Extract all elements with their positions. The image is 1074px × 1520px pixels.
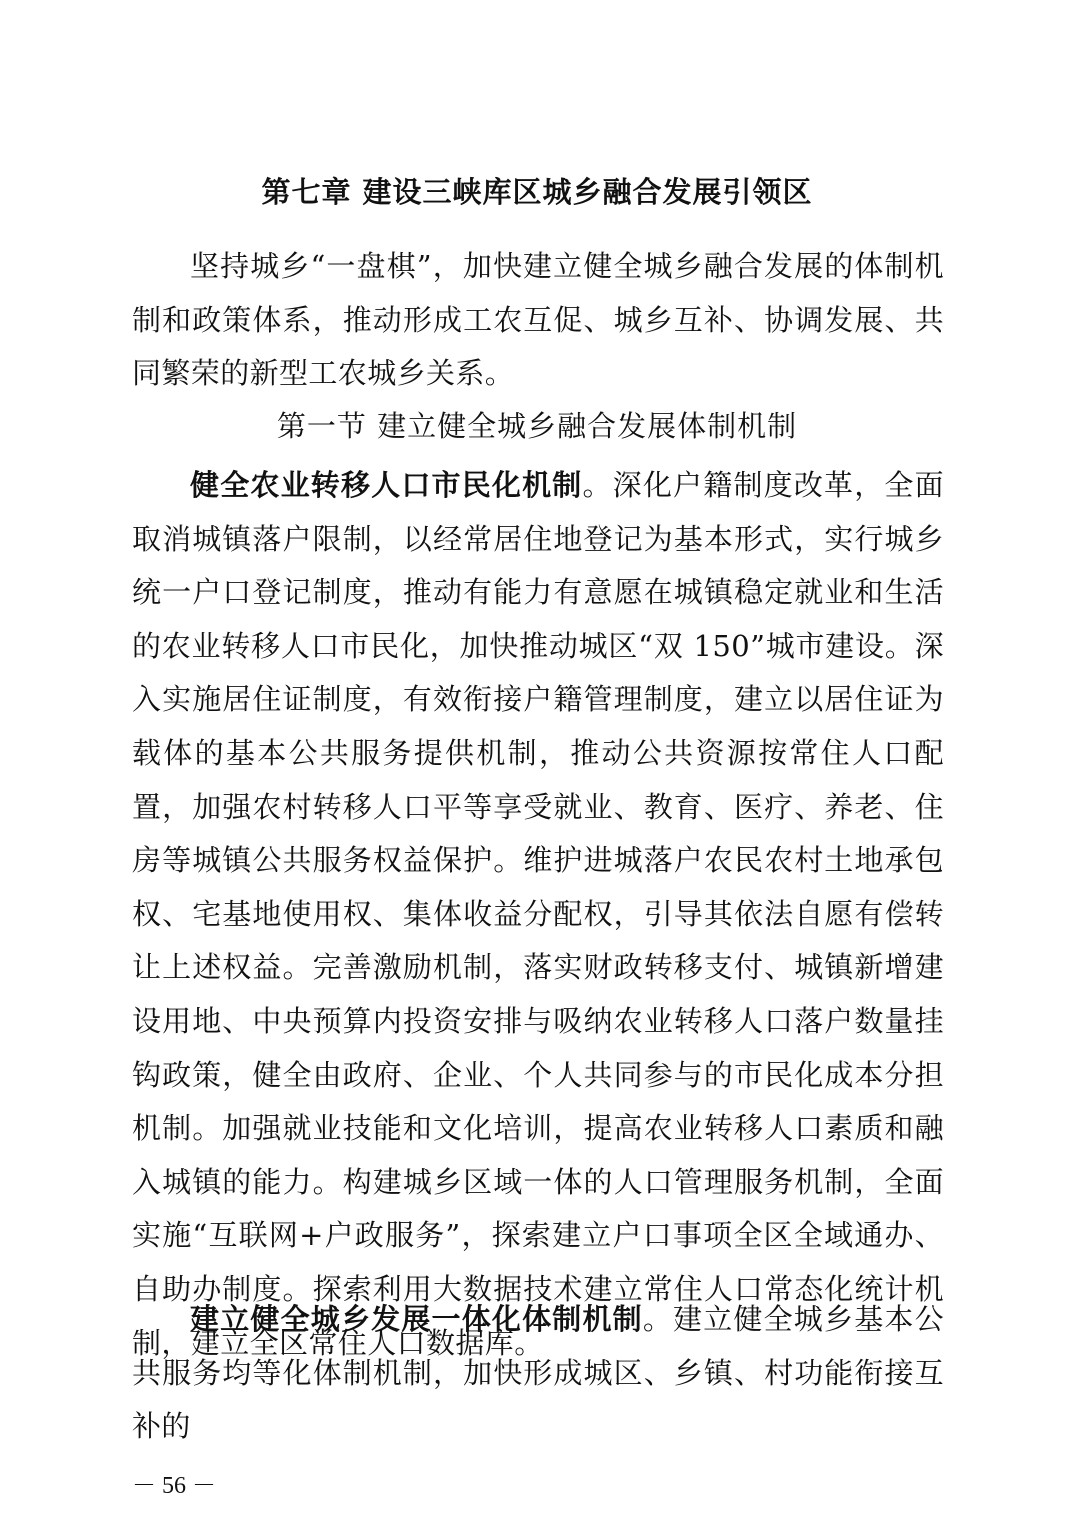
paragraph-1-block [132,459,944,1370]
paragraph-1-lead: 健全农业转移人口市民化机制 [190,468,583,502]
paragraph-1-text: 。深化户籍制度改革，全面取消城镇落户限制，以经常居住地登记为基本形式，实行城乡统一户口登记制度，推动有能力有意愿在城镇稳定就业和生活的农业转移人口市民化，加快推动城区“双 150”城市建设。深入实施居住证制度，有效衔接户籍管理制度，建立以居住证为载体的基本公共服务提供机制，推动公共资源按常住人口配置，加强农村转移人口平等享受就业、教育、医疗、养老、住房等城镇公共服务权益保护。维护进城落户农民农村土地承包权、宅基地使用权、集体收益分配权，引导其依法自愿有偿转让上述权益。完善激励机制，落实财政转移支付、城镇新增建设用地、中央预算内投资安排与吸纳农业转移人口落户数量挂钩政策，健全由政府、企业、个人共同参与的市民化成本分担机制。加强就业技能和文化培训，提高农业转移人口素质和融入城镇的能力。构建城乡区域一体的人口管理服务机制，全面实施“互联网+户政服务”，探索建立户口事项全区全域通办、自助办制度。探索利用大数据技术建立常住人口常态化统计机制，建立全区常住人口数据库。 [132,468,944,1360]
paragraph-1 [132,459,944,1370]
section-title: 第一节 建立健全城乡融合发展体制机制 [276,409,798,443]
paragraph-2 [132,1293,944,1454]
paragraph-2-text: 。建立健全城乡基本公共服务均等化体制机制，加快形成城区、乡镇、村功能衔接互补的 [132,1302,944,1444]
paragraph-2-block [132,1293,944,1454]
intro-paragraph: 坚持城乡“一盘棋”，加快建立健全城乡融合发展的体制机制和政策体系，推动形成工农互促、城乡互补、协调发展、共同繁荣的新型工农城乡关系。 [132,249,944,391]
paragraph-2-lead: 建立健全城乡发展一体化体制机制 [190,1302,643,1336]
page-number: － 56 － [132,1473,216,1499]
chapter-title: 第七章 建设三峡库区城乡融合发展引领区 [261,175,813,209]
intro-paragraph-block [132,240,944,401]
